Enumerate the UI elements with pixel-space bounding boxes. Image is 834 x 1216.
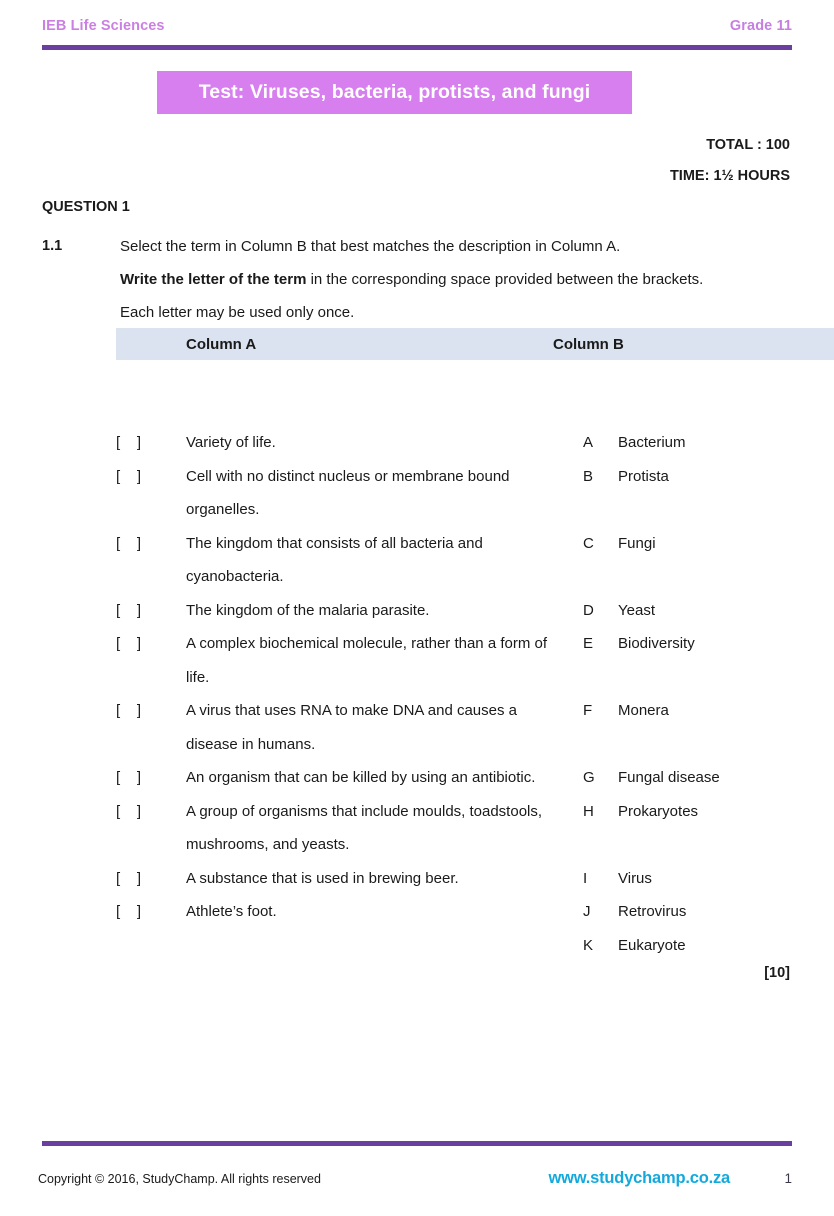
column-b-letter: G (583, 769, 595, 786)
copyright-text: Copyright © 2016, StudyChamp. All rights reserved (38, 1172, 321, 1186)
column-header-a: Column A (186, 335, 257, 353)
table-row (116, 694, 586, 761)
column-b-letter: F (583, 702, 593, 719)
column-b-letter: B (583, 467, 594, 485)
table-row (583, 929, 834, 963)
table-row (583, 694, 834, 728)
table-row (116, 895, 586, 929)
column-a-description: A substance that is used in brewing beer. (186, 869, 459, 887)
column-b-letter: J (583, 903, 591, 920)
page-header (42, 18, 792, 34)
table-row (583, 795, 834, 829)
table-row (116, 627, 586, 694)
column-a-description: Cell with no distinct nucleus or membrane bound organelles. (186, 467, 510, 518)
table-row (583, 594, 834, 628)
exam-meta (670, 130, 790, 192)
answer-bracket[interactable]: [ ] (116, 802, 142, 820)
column-b-term: Bacterium (618, 434, 686, 451)
question-number: 1.1 (42, 238, 63, 254)
answer-bracket[interactable]: [ ] (116, 601, 142, 619)
column-b-term: Retrovirus (618, 903, 687, 920)
column-b-term: Virus (618, 869, 652, 887)
table-row (116, 761, 586, 795)
column-a-description: Variety of life. (186, 434, 276, 451)
column-a-description: An organism that can be killed by using an antibiotic. (186, 769, 536, 786)
table-row (583, 895, 834, 929)
column-b-letter: D (583, 601, 594, 619)
header-subject: IEB Life Sciences (42, 18, 165, 34)
table-row (583, 761, 834, 795)
table-header-row (116, 328, 834, 360)
table-row (116, 862, 586, 896)
answer-bracket[interactable]: [ ] (116, 869, 142, 887)
column-a-description: A virus that uses RNA to make DNA and causes a disease in humans. (186, 702, 517, 753)
test-title: Test: Viruses, bacteria, protists, and fungi (198, 81, 591, 103)
column-b-term: Protista (618, 467, 669, 485)
column-b-term: Fungi (618, 534, 656, 552)
instruction-line-2 (120, 263, 792, 296)
page-number: 1 (784, 1171, 792, 1186)
table-row (583, 862, 834, 896)
table-row (116, 460, 586, 527)
column-b-letter: H (583, 802, 594, 820)
answer-bracket[interactable]: [ ] (116, 467, 142, 485)
table-row (116, 594, 586, 628)
instruction-line-1 (42, 230, 792, 263)
instruction-rest: in the corresponding space provided between the brackets. (306, 271, 704, 288)
question-instructions (42, 230, 792, 329)
column-a-description: The kingdom of the malaria parasite. (186, 601, 430, 619)
question-marks: [10] (764, 965, 790, 981)
answer-bracket[interactable]: [ ] (116, 635, 142, 652)
column-header-b: Column B (553, 335, 624, 353)
answer-bracket[interactable]: [ ] (116, 534, 142, 552)
column-b-letter: C (583, 534, 594, 552)
answer-bracket[interactable]: [ ] (116, 903, 142, 920)
answer-bracket[interactable]: [ ] (116, 769, 142, 786)
column-a-description: A group of organisms that include moulds, toadstools, mushrooms, and yeasts. (186, 802, 543, 853)
title-banner (157, 71, 632, 114)
table-row (116, 795, 586, 862)
instruction-text-1: Select the term in Column B that best matches the description in Column A. (120, 238, 621, 255)
column-a-description: A complex biochemical molecule, rather than a form of life. (186, 635, 548, 686)
header-grade: Grade 11 (729, 18, 792, 34)
column-b-term: Prokaryotes (618, 802, 699, 820)
instruction-line-3: Each letter may be used only once. (120, 304, 355, 321)
table-row (583, 460, 834, 494)
header-divider (42, 45, 792, 50)
answer-bracket[interactable]: [ ] (116, 434, 142, 451)
table-row (116, 426, 586, 460)
table-row (116, 527, 586, 594)
column-b-term: Yeast (618, 601, 655, 619)
website-link[interactable]: www.studychamp.co.za (548, 1169, 730, 1187)
column-b-term: Monera (618, 702, 669, 719)
total-marks: TOTAL : 100 (706, 137, 790, 153)
column-b-term: Fungal disease (618, 769, 720, 786)
table-row (583, 527, 834, 561)
column-b-letter: A (583, 434, 594, 451)
column-b-letter: E (583, 635, 594, 652)
page-footer (38, 1169, 792, 1188)
column-a-description: The kingdom that consists of all bacteria and cyanobacteria. (186, 534, 483, 585)
column-a-description: Athlete’s foot. (186, 903, 277, 920)
instruction-bold: Write the letter of the term (120, 271, 307, 288)
column-a-list (116, 426, 586, 929)
question-heading: QUESTION 1 (42, 199, 130, 215)
table-row (583, 627, 834, 661)
column-b-letter: K (583, 936, 594, 954)
time-allowed: TIME: 1½ HOURS (669, 168, 790, 184)
table-row (583, 426, 834, 460)
footer-divider (42, 1141, 792, 1146)
column-b-term: Biodiversity (618, 635, 695, 652)
column-b-term: Eukaryote (618, 936, 686, 954)
column-b-letter: I (583, 869, 588, 887)
matching-table (116, 328, 834, 954)
answer-bracket[interactable]: [ ] (116, 702, 142, 719)
